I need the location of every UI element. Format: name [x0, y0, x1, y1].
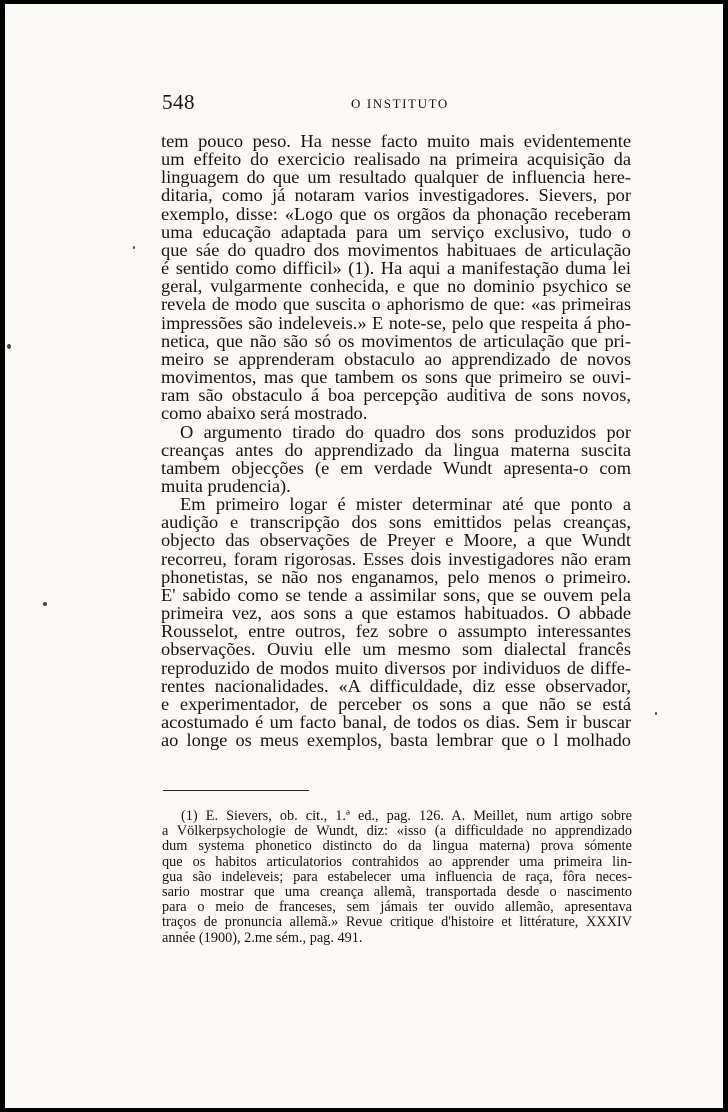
text-line: que sáe do quadro dos movimentos habituaes de articulação [161, 239, 631, 260]
footnote-line: sario mostrar que uma creança allemã, transportada desde o nascimento [162, 884, 632, 901]
text-line: muita prudencia). [161, 475, 291, 496]
text-line: netica, que não são só os movimentos de articulação que pri- [161, 330, 631, 351]
footnote-line: que os habitos articulatorios contrahidos ao apprender uma primeira lin- [162, 853, 632, 870]
text-line: phonetistas, se não nos enganamos, pelo menos o primeiro. [161, 566, 631, 587]
running-title: O INSTITUTO [351, 96, 449, 111]
text-line: tambem objecções (e em verdade Wundt apresenta-o com [161, 457, 631, 478]
text-line: Rousselot, entre outros, fez sobre o assumpto interessantes [161, 621, 631, 642]
text-line: revela de modo que suscita o aphorismo de que: «as primeiras [161, 294, 631, 315]
footnote-line: para o meio de franceses, sem jámais ter ouvido allemão, apresentava [162, 899, 632, 916]
text-line: observações. Ouviu elle um mesmo som dialectal francês [161, 639, 631, 660]
footnote-line: année (1900), 2.me sém., pag. 491. [162, 929, 363, 946]
text-line: O argumento tirado do quadro dos sons produzidos por [180, 421, 631, 442]
paper-speck [133, 246, 135, 249]
text-line: objecto das observações de Preyer e Moore, a que Wundt [161, 530, 631, 551]
text-line: linguagem do que um resultado qualquer de influencia here- [161, 167, 631, 188]
text-line: ram são obstaculo á boa percepção auditiva de sons novos, [161, 385, 631, 406]
footnote-line: gua são indeleveis; para estabelecer uma influencia de raça, fôra neces- [162, 868, 632, 885]
text-line: uma educação adaptada para um serviço exclusivo, tudo o [161, 221, 631, 242]
text-line: ditaria, como já notaram varios investigadores. Sievers, por [161, 185, 631, 206]
text-line: e experimentador, de perceber os sons a que não se está [161, 693, 631, 714]
footnote-line: a Völkerpsychologie de Wundt, diz: «isso (a difficuldade no apprendizado [162, 823, 632, 840]
footnote-divider [163, 790, 309, 791]
text-line: é sentido como difficil» (1). Ha aqui a manifestação duma lei [161, 258, 631, 279]
text-line: exemplo, disse: «Logo que os orgãos da phonação receberam [161, 203, 631, 224]
text-line: Em primeiro logar é mister determinar até que ponto a [180, 494, 631, 515]
text-line: um effeito do exercicio realisado na primeira acquisição da [161, 149, 631, 170]
paper-speck [7, 344, 11, 349]
footnote-line: (1) E. Sievers, ob. cit., 1.ª ed., pag. 126. A. Meillet, num artigo sobre [181, 808, 632, 824]
text-line: creanças antes do apprendizado da lingua materna suscita [161, 439, 631, 460]
text-line: meiro se apprenderam obstaculo ao apprendizado de novos [161, 348, 631, 369]
book-page [5, 4, 723, 1108]
text-line: rentes nacionalidades. «A difficuldade, diz esse observador, [161, 675, 631, 696]
text-line: primeira vez, aos sons a que estamos habituados. O abbade [161, 603, 631, 624]
footnotes [162, 809, 632, 946]
text-line: como abaixo será mostrado. [161, 403, 368, 424]
text-line: movimentos, mas que tambem os sons que primeiro se ouvi- [161, 367, 631, 388]
text-line: geral, vulgarmente conhecida, e que no dominio psychico se [161, 276, 631, 297]
text-line: E' sabido como se tende a assimilar sons, que se ouvem pela [161, 584, 631, 605]
main-text [161, 132, 631, 749]
paper-speck [655, 712, 657, 715]
text-line: recorreu, foram rigorosas. Esses dois investigadores não eram [161, 548, 631, 569]
footnote-line: dum systema phonetico distincto do da lingua materna) prova sómente [162, 838, 632, 855]
text-line: reproduzido de modos muito diversos por individuos de diffe- [161, 657, 631, 678]
page-header [5, 4, 723, 124]
text-line: audição e transcripção dos sons emittidos pelas creanças, [161, 512, 631, 533]
text-line: tem pouco peso. Ha nesse facto muito mais evidentemente [161, 131, 631, 151]
paper-speck [43, 602, 47, 606]
page-number: 548 [162, 90, 195, 114]
text-line: acostumado é um facto banal, de todos os dias. Sem ir buscar [161, 712, 631, 732]
footnote-line: traços de pronuncia allemã.» Revue critique d'histoire et littérature, XXXIV [162, 914, 632, 931]
text-line: ao longe os meus exemplos, basta lembrar que o l molhado [161, 730, 631, 751]
text-line: impressões são indeleveis.» E note-se, pelo que respeita á pho- [161, 312, 631, 333]
